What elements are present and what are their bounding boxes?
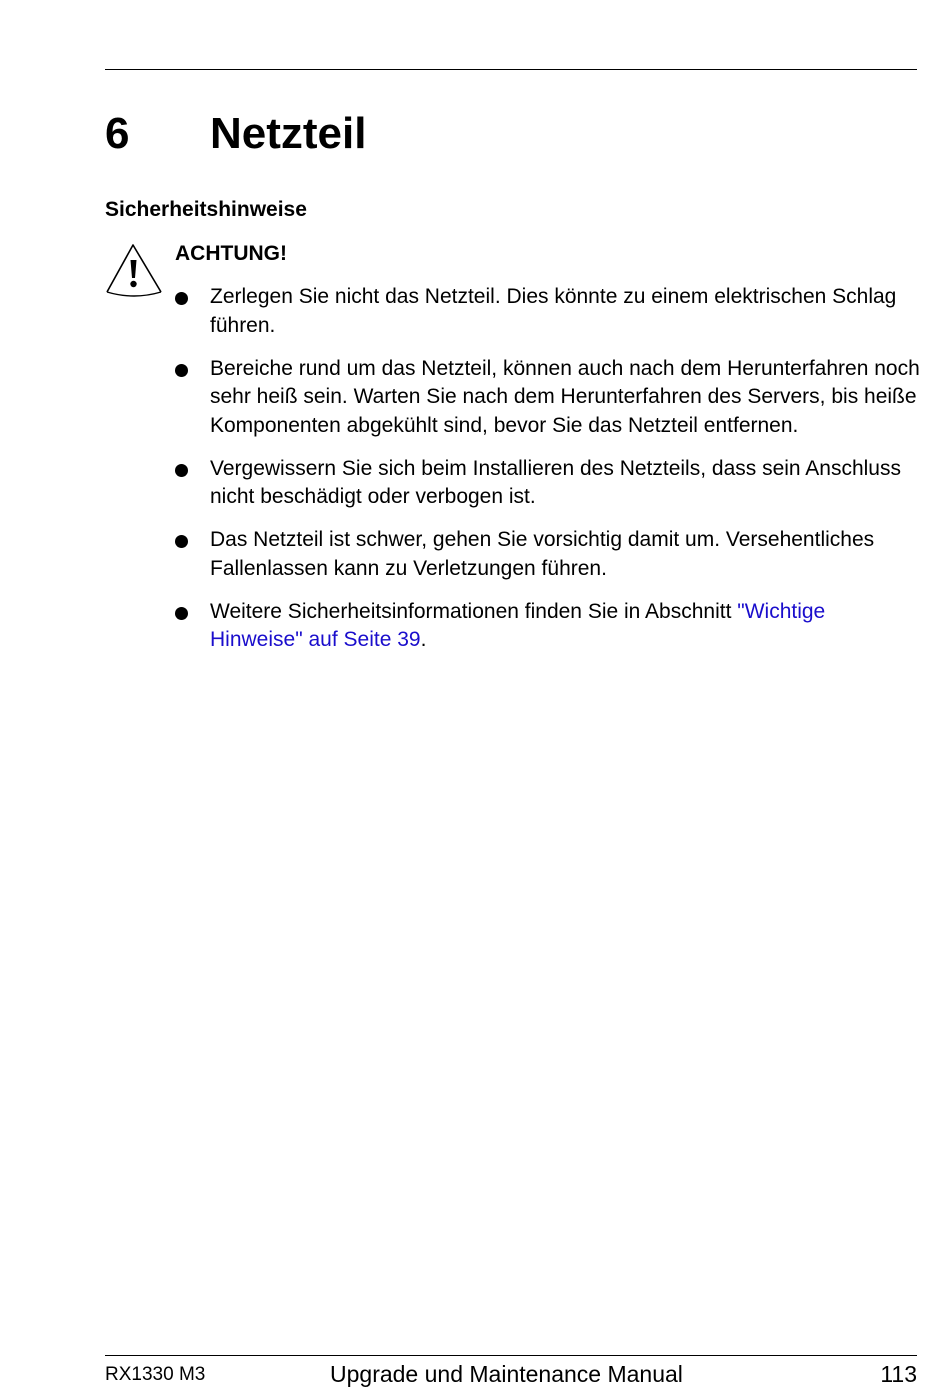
bullet-text: Zerlegen Sie nicht das Netzteil. Dies könnte zu einem elektrischen Schlag führen.: [210, 285, 897, 337]
list-item: [175, 526, 920, 583]
warning-title: ACHTUNG!: [175, 242, 287, 265]
footer-manual-title: Upgrade und Maintenance Manual: [330, 1361, 683, 1387]
header-rule: [105, 69, 917, 70]
footer-rule: [105, 1355, 917, 1356]
important-notes-link[interactable]: "Wichtige Hinweise" auf Seite 39: [210, 599, 826, 651]
bullet-icon: [175, 464, 188, 477]
section-heading: Sicherheitshinweise: [105, 198, 307, 221]
warning-bullet-list: [175, 283, 920, 669]
bullet-text-before-link: Weitere Sicherheitsinformationen finden Sie in Abschnitt: [210, 599, 738, 623]
chapter-number: 6: [105, 109, 130, 158]
bullet-icon: [175, 607, 188, 620]
bullet-text-after-link: .: [420, 628, 427, 651]
bullet-icon: [175, 535, 188, 548]
list-item: [175, 455, 920, 512]
bullet-text: Bereiche rund um das Netzteil, können auch nach dem Herunterfahren noch sehr heiß sein. Warten Sie nach dem Herunterfahren des Servers, bis heiße Komponenten abgekühlt sind, bevor Sie das Netzteil entfernen.: [210, 356, 920, 437]
bullet-text: Vergewissern Sie sich beim Installieren des Netzteils, dass sein Anschluss nicht beschädigt oder verbogen ist.: [210, 456, 901, 508]
list-item: [175, 283, 920, 340]
list-item: [175, 598, 920, 655]
footer-product: RX1330 M3: [105, 1364, 206, 1385]
chapter-title: Netzteil: [210, 109, 367, 158]
footer-page-number: 113: [880, 1361, 917, 1387]
warning-triangle-icon: [104, 240, 166, 298]
list-item: [175, 355, 920, 441]
bullet-text: Das Netzteil ist schwer, gehen Sie vorsichtig damit um. Versehentliches Fallenlassen kann zu Verletzungen führen.: [210, 528, 875, 580]
bullet-icon: [175, 292, 188, 305]
bullet-icon: [175, 364, 188, 377]
